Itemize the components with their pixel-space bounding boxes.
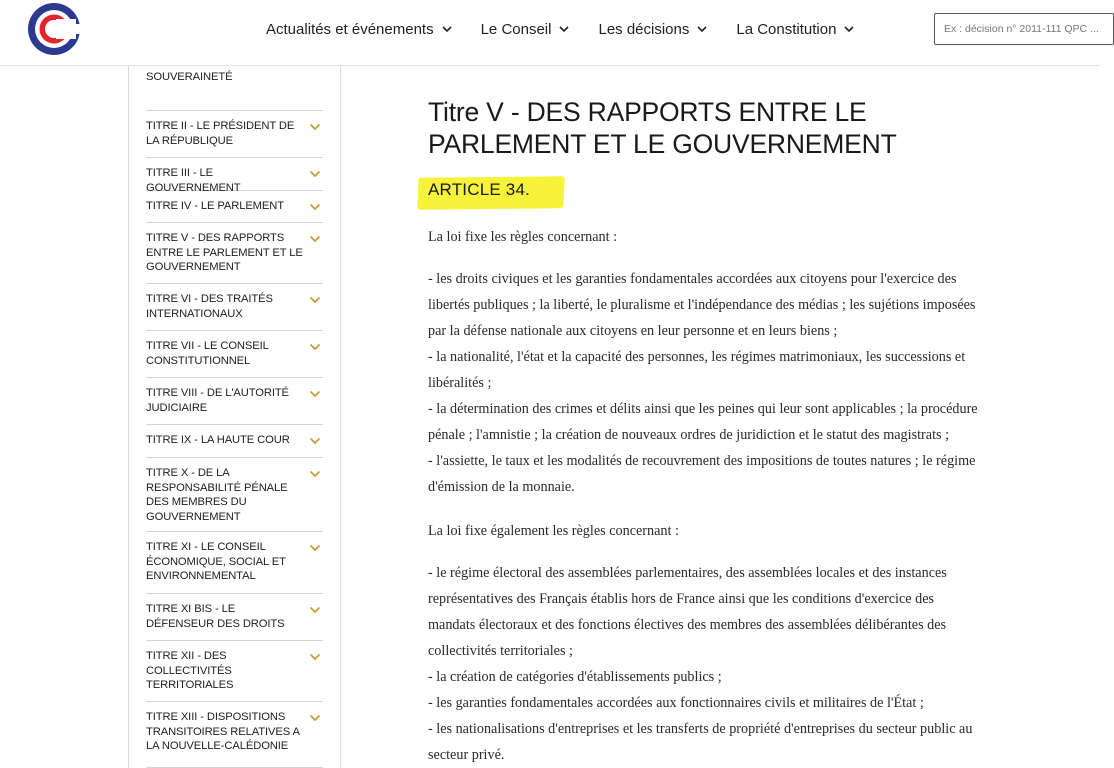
- chevron-down-icon: [309, 468, 321, 480]
- nav-label: Actualités et événements: [266, 20, 434, 38]
- sidebar-title-item[interactable]: [146, 594, 323, 641]
- nav-le-conseil[interactable]: [481, 21, 571, 38]
- paragraph-line: d'émission de la monnaie.: [428, 479, 575, 495]
- paragraph-line: - la détermination des crimes et délits ainsi que les peines qui leur sont applicables ; la procédure: [428, 401, 978, 417]
- sidebar-title-item[interactable]: [146, 223, 323, 284]
- chevron-down-icon: [441, 23, 453, 35]
- nav-la-constitution[interactable]: [736, 21, 855, 38]
- sidebar-title-item[interactable]: [146, 191, 323, 223]
- main-content: [428, 66, 1028, 768]
- sidebar-title-item[interactable]: [146, 702, 323, 768]
- sidebar-title-label: TITRE XI - LE CONSEIL ÉCONOMIQUE, SOCIAL ET ENVIRONNEMENTAL: [146, 541, 286, 582]
- sidebar-title-label: TITRE II - LE PRÉSIDENT DE LA RÉPUBLIQUE: [146, 120, 295, 147]
- main-nav: [266, 18, 883, 40]
- sidebar-title-label: TITRE III - LE GOUVERNEMENT: [146, 167, 241, 194]
- paragraph-line: - les droits civiques et les garanties fondamentales accordées aux citoyens pour l'exercice des: [428, 271, 957, 287]
- article-paragraph: [428, 266, 1018, 500]
- sidebar-title-item[interactable]: [146, 641, 323, 702]
- nav-label: La Constitution: [736, 20, 837, 38]
- chevron-down-icon: [309, 168, 321, 180]
- paragraph-line: La loi fixe également les règles concernant :: [428, 523, 679, 539]
- sidebar-title-label: TITRE IV - LE PARLEMENT: [146, 200, 284, 212]
- conseil-constitutionnel-logo[interactable]: [26, 1, 82, 57]
- article-heading: ARTICLE 34.: [428, 180, 531, 199]
- paragraph-line: mandats électoraux et des fonctions électives des membres des assemblées délibérantes des: [428, 617, 947, 633]
- article-paragraph: [428, 518, 1018, 544]
- sidebar-title-item[interactable]: [146, 111, 323, 158]
- sidebar-title-label: TITRE XI BIS - LE DÉFENSEUR DES DROITS: [146, 603, 285, 630]
- nav-label: Le Conseil: [480, 20, 552, 38]
- sidebar-title-label: TITRE VII - LE CONSEIL CONSTITUTIONNEL: [146, 340, 269, 367]
- paragraph-line: collectivités territoriales ;: [428, 643, 573, 659]
- chevron-down-icon: [309, 341, 321, 353]
- chevron-down-icon: [309, 294, 321, 306]
- sidebar-title-label: TITRE VIII - DE L'AUTORITÉ JUDICIAIRE: [146, 387, 289, 414]
- paragraph-line: libéralités ;: [428, 375, 492, 391]
- chevron-down-icon: [558, 23, 570, 35]
- paragraph-line: représentatives des Français établis hors de France ainsi que les conditions d'exercice des: [428, 591, 935, 607]
- paragraph-line: par la défense nationale aux citoyens en leur personne et en leurs biens ;: [428, 323, 838, 339]
- sidebar-title-item[interactable]: [146, 425, 323, 458]
- paragraph-line: - les nationalisations d'entreprises et les transferts de propriété d'entreprises du secteur public au: [428, 721, 973, 737]
- chevron-down-icon: [309, 388, 321, 400]
- chevron-down-icon: [309, 651, 321, 663]
- chevron-down-icon: [843, 23, 855, 35]
- paragraph-line: pénale ; l'amnistie ; la création de nouveaux ordres de juridiction et le statut des magistrats ;: [428, 427, 950, 443]
- paragraph-line: - la nationalité, l'état et la capacité des personnes, les régimes matrimoniaux, les successions et: [428, 349, 966, 365]
- nav-les-decisions[interactable]: [598, 21, 708, 38]
- constitution-sidebar: [128, 66, 341, 768]
- paragraph-line: La loi fixe les règles concernant :: [428, 229, 618, 245]
- sidebar-title-item[interactable]: [146, 331, 323, 378]
- paragraph-line: secteur privé.: [428, 747, 505, 763]
- sidebar-title-item[interactable]: [146, 284, 323, 331]
- site-header: [0, 0, 1100, 66]
- paragraph-line: - les garanties fondamentales accordées aux fonctionnaires civils et militaires de l'État ;: [428, 695, 924, 711]
- paragraph-line: - l'assiette, le taux et les modalités de recouvrement des impositions de toutes natures ; le régime: [428, 453, 976, 469]
- chevron-down-icon: [696, 23, 708, 35]
- chevron-down-icon: [309, 233, 321, 245]
- sidebar-title-item[interactable]: [146, 458, 323, 532]
- article-paragraph: [428, 560, 1018, 768]
- chevron-down-icon: [309, 121, 321, 133]
- sidebar-title-label: TITRE VI - DES TRAITÉS INTERNATIONAUX: [146, 293, 273, 320]
- nav-label: Les décisions: [598, 20, 690, 38]
- paragraph-line: - le régime électoral des assemblées parlementaires, des assemblées locales et des instances: [428, 565, 947, 581]
- sidebar-title-label: TITRE IX - LA HAUTE COUR: [146, 434, 290, 446]
- sidebar-title-label: TITRE XII - DES COLLECTIVITÉS TERRITORIALES: [146, 650, 234, 691]
- page-title: Titre V - DES RAPPORTS ENTRE LE PARLEMENT ET LE GOUVERNEMENT: [428, 97, 897, 159]
- sidebar-title-label: TITRE XIII - DISPOSITIONS TRANSITOIRES RELATIVES A LA NOUVELLE-CALÉDONIE: [146, 711, 300, 752]
- chevron-down-icon: [309, 712, 321, 724]
- chevron-down-icon: [309, 542, 321, 554]
- nav-actualites[interactable]: [266, 21, 453, 38]
- sidebar-title-item[interactable]: [146, 532, 323, 594]
- sidebar-title-label: TITRE X - DE LA RESPONSABILITÉ PÉNALE DES MEMBRES DU GOUVERNEMENT: [146, 467, 288, 523]
- sidebar-title-label: TITRE V - DES RAPPORTS ENTRE LE PARLEMENT ET LE GOUVERNEMENT: [146, 232, 303, 273]
- paragraph-line: - la création de catégories d'établissements publics ;: [428, 669, 722, 685]
- chevron-down-icon: [309, 201, 321, 213]
- chevron-down-icon: [309, 435, 321, 447]
- sidebar-title-item[interactable]: [146, 378, 323, 425]
- article-paragraph: [428, 224, 1018, 250]
- chevron-down-icon: [309, 604, 321, 616]
- sidebar-title-label: SOUVERAINETÉ: [146, 70, 233, 83]
- sidebar-title-item[interactable]: [146, 158, 323, 194]
- paragraph-line: libertés publiques ; la liberté, le pluralisme et l'indépendance des médias ; les sujétions imposées: [428, 297, 976, 313]
- search-input[interactable]: [934, 13, 1114, 45]
